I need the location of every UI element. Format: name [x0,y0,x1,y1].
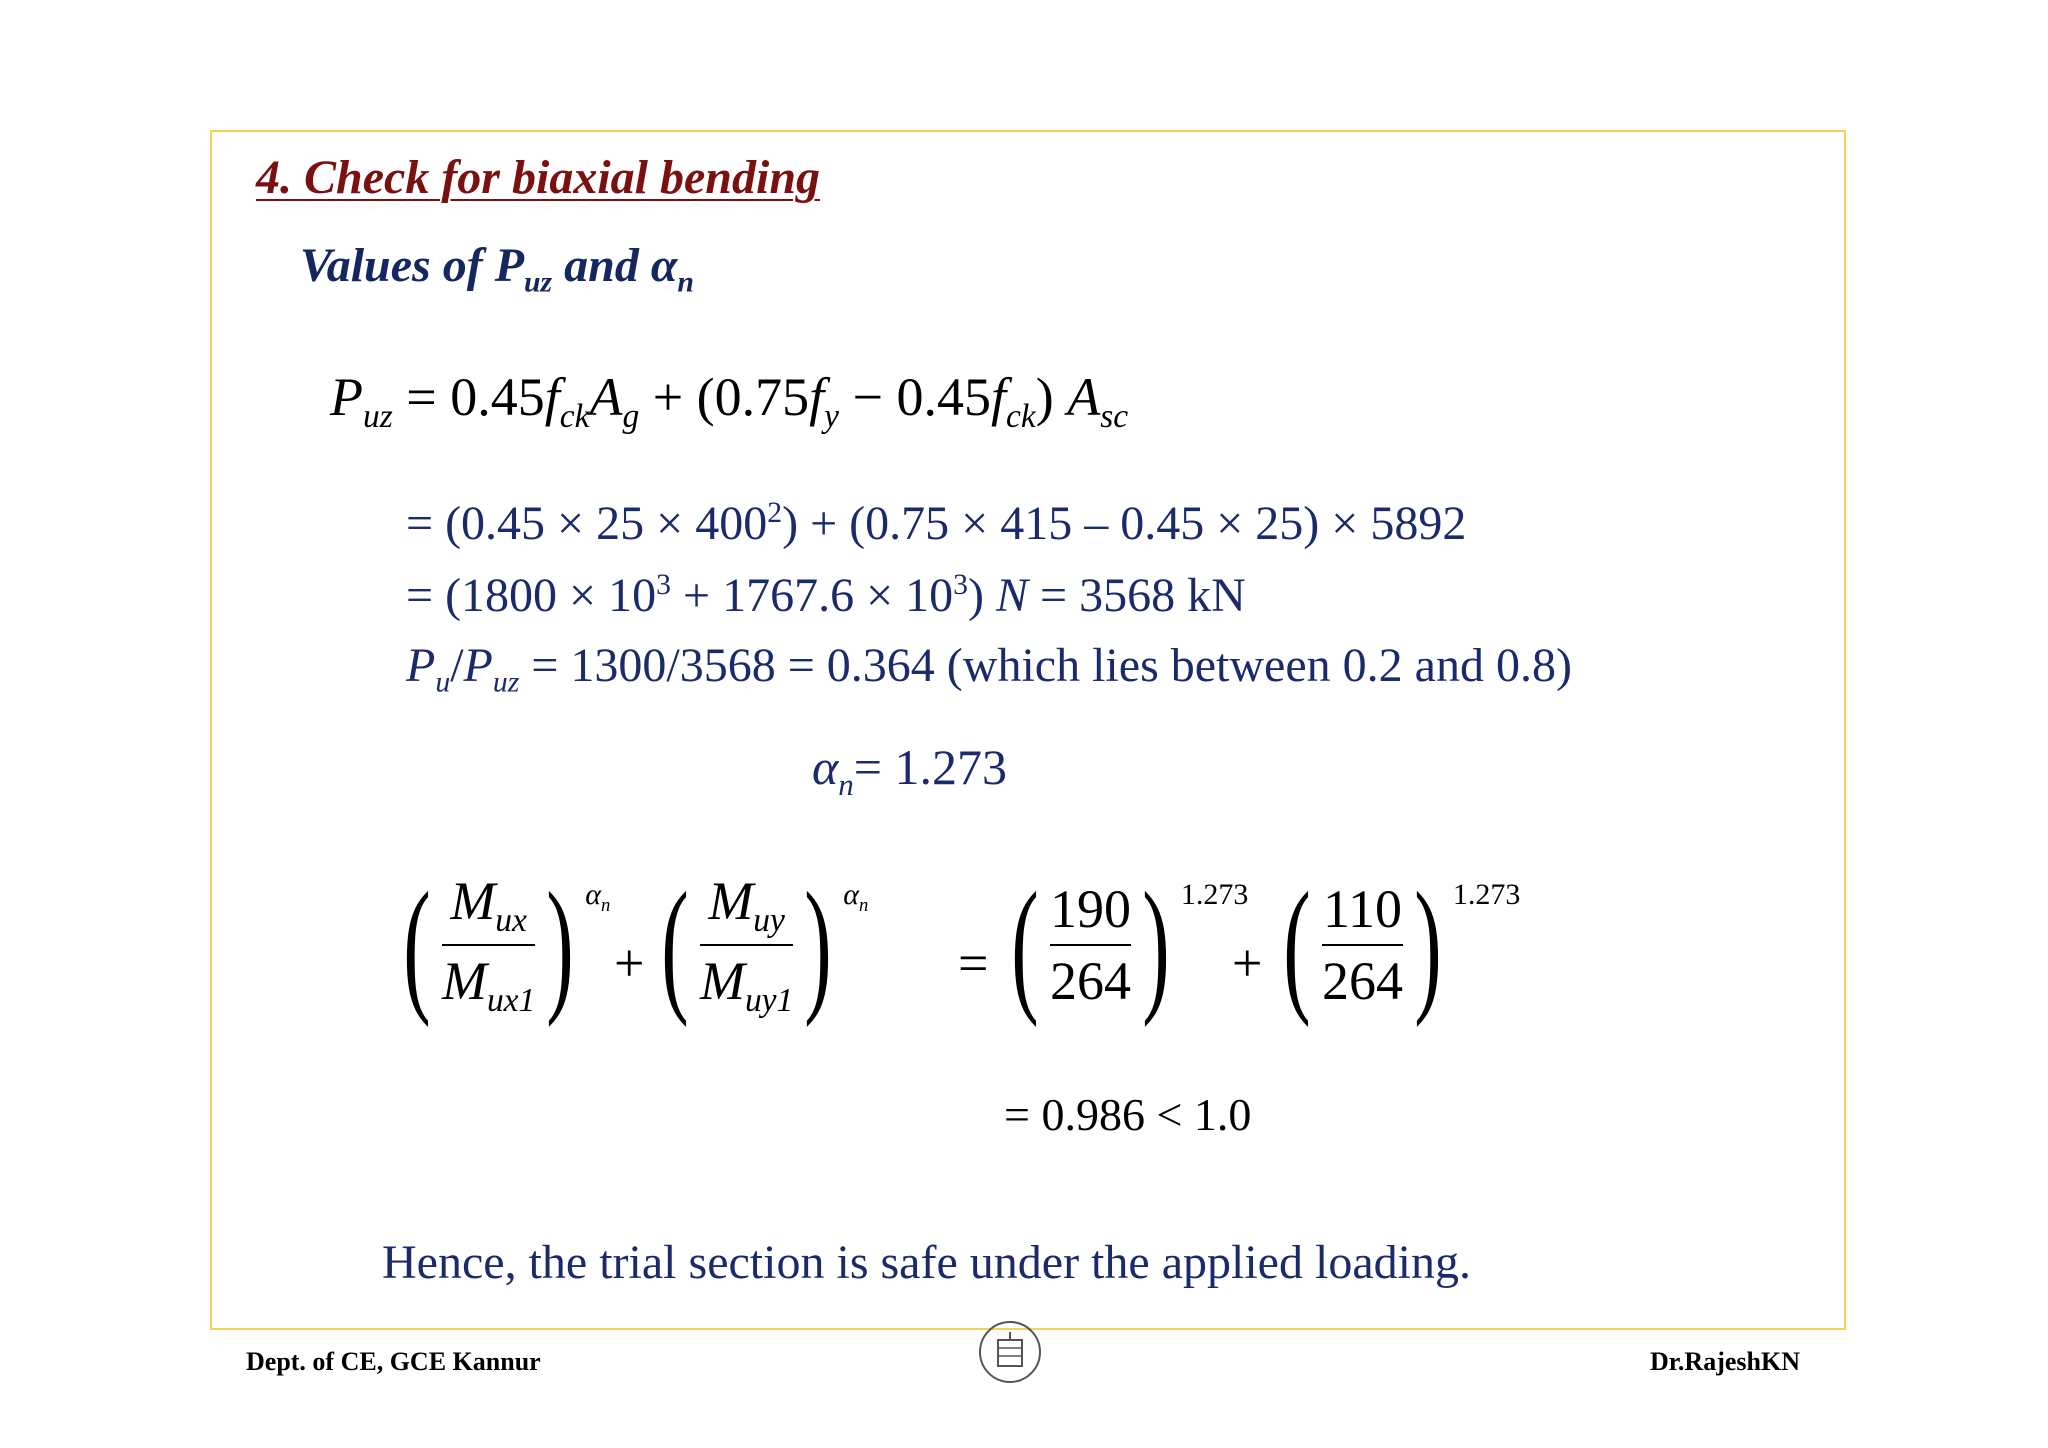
ratio-110-264: ( $\frac{110}{264}$ ) 1.273 [1283,862,1521,1028]
ratio-190-264: ( $\frac{190}{264}$ ) 1.273 [1011,862,1249,1028]
footer-author: Dr.RajeshKN [1650,1347,1800,1376]
puz-formula: $P_{uz} = 0.45f_{ck}A_g + (0.75f_y - 0.45f_{ck})$ $A_{sc}$ [330,367,1129,435]
equals-sign: = [958,933,989,993]
mux-ratio: ( $\frac{M_{ux}}{M_{ux1}}$ ) $\alpha_n$ [403,862,611,1029]
alpha-value: $\alpha_n= 1.273$ [812,739,1007,802]
conclusion-text: Hence, the trial section is safe under the applied loading. [382,1236,1471,1289]
interaction-result: = 0.986 < 1.0 [1004,1089,1252,1140]
slide-title: 4. Check for biaxial bending [256,151,821,204]
calc-line-2: = $(1800 \times 10^3 + 1767.6 \times 10^3)$ N = 3568 kN [406,568,1246,622]
college-logo-icon [976,1318,1044,1386]
slide-frame [210,130,1846,1330]
footer-department: Dept. of CE, GCE Kannur [246,1347,541,1376]
calc-line-3: $P_u/P_{uz} = 1300/3568 = 0.364$ (which lies between 0.2 and 0.8) [406,639,1572,699]
calc-line-1: = $(0.45 \times 25 \times 400^2) + (0.75 \times 415 - 0.45 \times 25) \times 5892$ [406,496,1467,550]
slide-subtitle: Values of $P_{uz}$ and $\alpha_n$ [300,239,694,299]
muy-ratio: ( $\frac{M_{uy}}{M_{uy1}}$ ) $\alpha_n$ [661,862,869,1029]
plus-sign-1: + [614,933,645,993]
plus-sign-2: + [1232,933,1263,993]
